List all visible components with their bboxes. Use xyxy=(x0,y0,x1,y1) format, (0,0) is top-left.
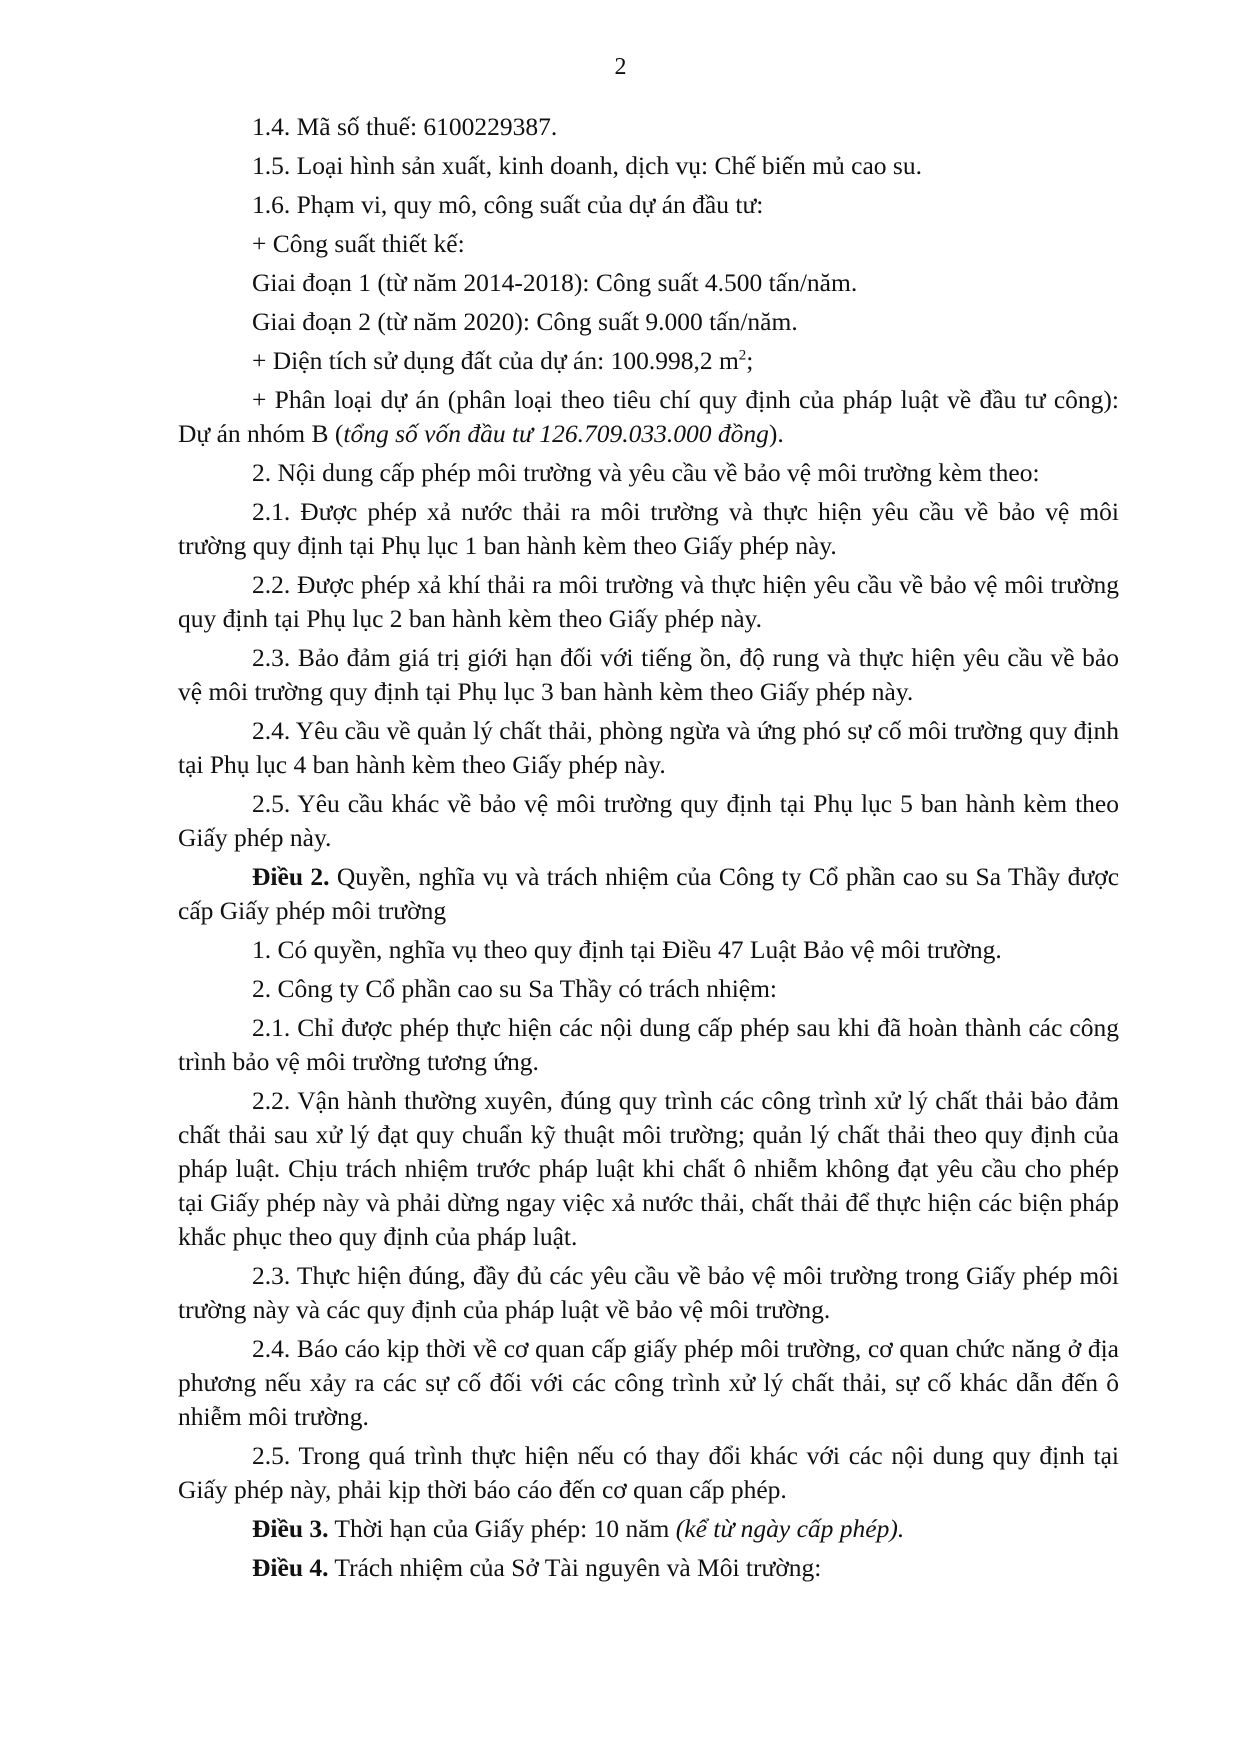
responsibility-2-2: 2.2. Vận hành thường xuyên, đúng quy trình các công trình xử lý chất thải bảo đảm chất thải sau xử lý đạt quy chuẩn kỹ thuật môi trường; quản lý chất thải theo quy định của pháp luật. Chịu trách nhiệm trước pháp luật khi chất ô nhiễm không đạt yêu cầu cho phép tại Giấy phép này và phải dừng ngay việc xả nước thải, chất thải để thực hiện các biện pháp khắc phục theo quy định của pháp luật. xyxy=(178,1086,1119,1251)
land-area-text: + Diện tích sử dụng đất của dự án: 100.998,2 m xyxy=(252,346,739,375)
phase-1-capacity: Giai đoạn 1 (từ năm 2014-2018): Công suất 4.500 tấn/năm. xyxy=(252,268,858,297)
responsibility-2-3: 2.3. Thực hiện đúng, đầy đủ các yêu cầu về bảo vệ môi trường trong Giấy phép môi trường này và các quy định của pháp luật về bảo vệ môi trường. xyxy=(178,1261,1119,1324)
article-4-label: Điều 4. xyxy=(252,1553,329,1582)
article-3-paragraph xyxy=(178,1512,1119,1546)
land-area-end: ; xyxy=(746,346,754,375)
article-2-paragraph xyxy=(178,860,1119,928)
responsibility-2-1: 2.1. Chỉ được phép thực hiện các nội dung cấp phép sau khi đã hoàn thành các công trình bảo vệ môi trường tương ứng. xyxy=(178,1013,1119,1076)
project-scope-heading: 1.6. Phạm vi, quy mô, công suất của dự án đầu tư: xyxy=(252,190,764,219)
document-body xyxy=(178,110,1119,1590)
responsibility-2-4: 2.4. Báo cáo kịp thời về cơ quan cấp giấy phép môi trường, cơ quan chức năng ở địa phương nếu xảy ra các sự cố đối với các công trình xử lý chất thải, sự cố khác dẫn đến ô nhiễm môi trường. xyxy=(178,1334,1119,1431)
article-3-italic: (kể từ ngày cấp phép). xyxy=(675,1514,905,1543)
article-2-text: Quyền, nghĩa vụ và trách nhiệm của Công ty Cổ phần cao su Sa Thầy được cấp Giấy phép môi trường xyxy=(178,862,1120,925)
waste-management-paragraph: 2.4. Yêu cầu về quản lý chất thải, phòng ngừa và ứng phó sự cố môi trường quy định tại Phụ lục 4 ban hành kèm theo Giấy phép này. xyxy=(178,716,1119,779)
land-area-paragraph xyxy=(178,344,1119,378)
permit-content-heading: 2. Nội dung cấp phép môi trường và yêu cầu về bảo vệ môi trường kèm theo: xyxy=(252,458,1040,487)
project-classification-paragraph xyxy=(178,383,1119,451)
other-requirements-paragraph: 2.5. Yêu cầu khác về bảo vệ môi trường quy định tại Phụ lục 5 ban hành kèm theo Giấy phép này. xyxy=(178,789,1119,852)
responsibility-2-5: 2.5. Trong quá trình thực hiện nếu có thay đổi khác với các nội dung quy định tại Giấy phép này, phải kịp thời báo cáo đến cơ quan cấp phép. xyxy=(178,1441,1119,1504)
project-classification-end: ). xyxy=(768,419,784,448)
article-4-paragraph xyxy=(178,1551,1119,1585)
phase-2-capacity: Giai đoạn 2 (từ năm 2020): Công suất 9.000 tấn/năm. xyxy=(252,307,798,336)
design-capacity-heading: + Công suất thiết kế: xyxy=(252,229,465,258)
article-4-text: Trách nhiệm của Sở Tài nguyên và Môi trường: xyxy=(328,1553,822,1582)
project-classification-text: + Phân loại dự án (phân loại theo tiêu chí quy định của pháp luật về đầu tư công): Dự án nhóm B ( xyxy=(178,385,1119,448)
article-2-label: Điều 2. xyxy=(252,862,330,891)
company-responsibility-heading: 2. Công ty Cổ phần cao su Sa Thầy có trách nhiệm: xyxy=(252,974,778,1003)
page-number: 2 xyxy=(614,54,627,80)
investment-total-italic: tổng số vốn đầu tư 126.709.033.000 đồng xyxy=(343,419,769,448)
business-type-paragraph: 1.5. Loại hình sản xuất, kinh doanh, dịch vụ: Chế biến mủ cao su. xyxy=(252,151,922,180)
noise-vibration-paragraph: 2.3. Bảo đảm giá trị giới hạn đối với tiếng ồn, độ rung và thực hiện yêu cầu về bảo vệ môi trường quy định tại Phụ lục 3 ban hành kèm theo Giấy phép này. xyxy=(178,643,1119,706)
land-area-superscript: 2 xyxy=(738,347,747,364)
rights-obligations-paragraph: 1. Có quyền, nghĩa vụ theo quy định tại Điều 47 Luật Bảo vệ môi trường. xyxy=(252,935,1002,964)
wastewater-discharge-paragraph: 2.1. Được phép xả nước thải ra môi trường và thực hiện yêu cầu về bảo vệ môi trường quy định tại Phụ lục 1 ban hành kèm theo Giấy phép này. xyxy=(178,497,1119,560)
emission-discharge-paragraph: 2.2. Được phép xả khí thải ra môi trường và thực hiện yêu cầu về bảo vệ môi trường quy định tại Phụ lục 2 ban hành kèm theo Giấy phép này. xyxy=(178,570,1119,633)
tax-code-paragraph: 1.4. Mã số thuế: 6100229387. xyxy=(252,112,558,141)
article-3-label: Điều 3. xyxy=(252,1514,329,1543)
article-3-text: Thời hạn của Giấy phép: 10 năm xyxy=(328,1514,676,1543)
